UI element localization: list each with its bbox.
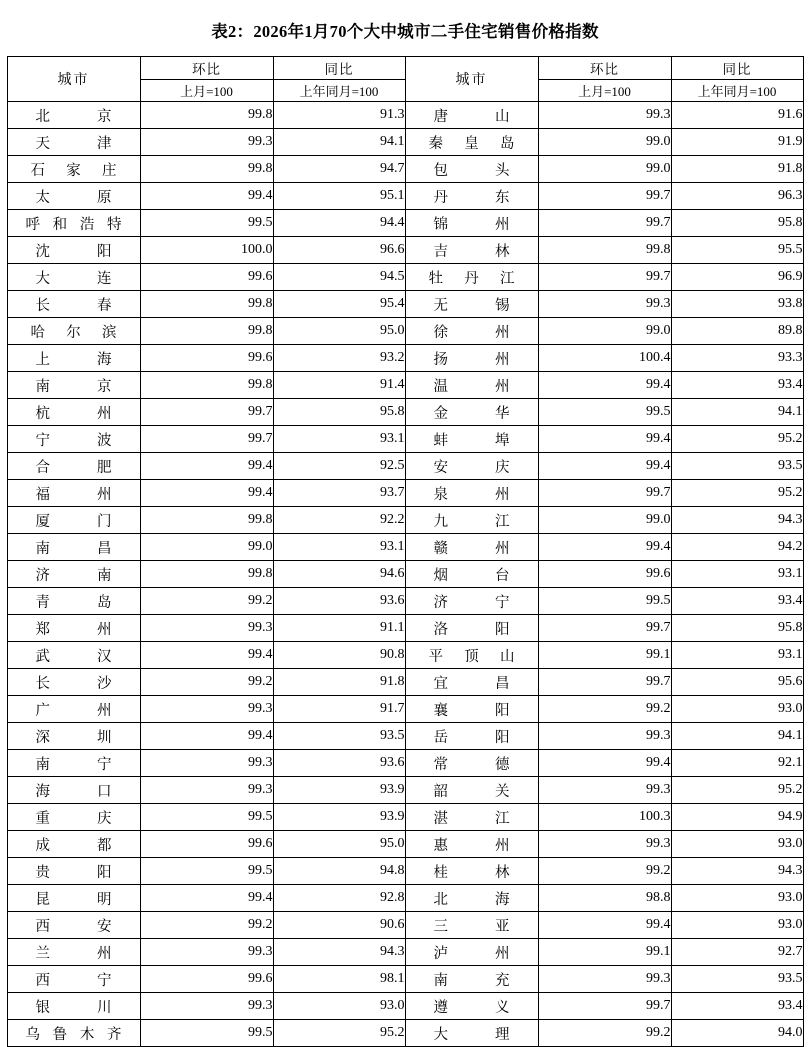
city-name: 无锡 (405, 291, 538, 318)
city-name: 呼和浩特 (7, 210, 140, 237)
mom-value: 99.4 (140, 885, 273, 912)
city-name: 广州 (7, 696, 140, 723)
mom-value: 99.7 (538, 669, 671, 696)
mom-value: 99.7 (538, 615, 671, 642)
yoy-value: 94.8 (273, 858, 405, 885)
city-name: 襄阳 (405, 696, 538, 723)
city-name: 西安 (7, 912, 140, 939)
mom-value: 99.3 (538, 966, 671, 993)
city-name: 合肥 (7, 453, 140, 480)
yoy-value: 95.0 (273, 831, 405, 858)
table-row (7, 912, 803, 939)
city-name: 泸州 (405, 939, 538, 966)
city-name: 宁波 (7, 426, 140, 453)
table-row (7, 264, 803, 291)
mom-value: 99.3 (140, 750, 273, 777)
mom-value: 99.4 (140, 183, 273, 210)
yoy-value: 91.8 (671, 156, 803, 183)
mom-value: 99.3 (140, 129, 273, 156)
table-body (7, 102, 803, 1047)
yoy-value: 92.7 (671, 939, 803, 966)
city-name: 乌鲁木齐 (7, 1020, 140, 1047)
table-row (7, 129, 803, 156)
price-index-table (7, 56, 804, 1047)
city-name: 海口 (7, 777, 140, 804)
table-row (7, 399, 803, 426)
mom-value: 99.0 (538, 129, 671, 156)
yoy-value: 93.7 (273, 480, 405, 507)
yoy-value: 95.8 (671, 615, 803, 642)
mom-value: 99.8 (140, 318, 273, 345)
table-row (7, 1020, 803, 1047)
city-name: 北海 (405, 885, 538, 912)
yoy-value: 94.9 (671, 804, 803, 831)
city-name: 南充 (405, 966, 538, 993)
city-name: 温州 (405, 372, 538, 399)
yoy-value: 95.8 (273, 399, 405, 426)
mom-value: 99.2 (538, 696, 671, 723)
city-name: 银川 (7, 993, 140, 1020)
table-row (7, 210, 803, 237)
mom-value: 99.0 (538, 318, 671, 345)
city-name: 南宁 (7, 750, 140, 777)
mom-value: 100.0 (140, 237, 273, 264)
mom-value: 99.6 (140, 966, 273, 993)
yoy-value: 93.1 (671, 642, 803, 669)
table-row (7, 993, 803, 1020)
table-row (7, 831, 803, 858)
city-name: 秦皇岛 (405, 129, 538, 156)
mom-value: 99.8 (140, 561, 273, 588)
mom-value: 99.2 (538, 858, 671, 885)
city-name: 九江 (405, 507, 538, 534)
yoy-value: 95.2 (273, 1020, 405, 1047)
city-name: 牡丹江 (405, 264, 538, 291)
yoy-value: 90.8 (273, 642, 405, 669)
mom-value: 99.5 (538, 588, 671, 615)
mom-value: 99.5 (538, 399, 671, 426)
table-row (7, 291, 803, 318)
city-name: 大连 (7, 264, 140, 291)
mom-value: 99.5 (140, 804, 273, 831)
yoy-value: 92.5 (273, 453, 405, 480)
mom-value: 99.5 (140, 858, 273, 885)
mom-value: 99.4 (538, 912, 671, 939)
yoy-value: 96.6 (273, 237, 405, 264)
header-mom-sub-left: 上月=100 (140, 80, 273, 102)
city-name: 吉林 (405, 237, 538, 264)
yoy-value: 93.0 (671, 885, 803, 912)
table-row (7, 480, 803, 507)
mom-value: 99.5 (140, 1020, 273, 1047)
city-name: 唐山 (405, 102, 538, 129)
mom-value: 99.6 (140, 831, 273, 858)
city-name: 昆明 (7, 885, 140, 912)
yoy-value: 94.1 (273, 129, 405, 156)
yoy-value: 91.6 (671, 102, 803, 129)
yoy-value: 91.3 (273, 102, 405, 129)
table-row (7, 372, 803, 399)
yoy-value: 93.0 (671, 696, 803, 723)
mom-value: 99.0 (538, 156, 671, 183)
table-header (7, 57, 803, 102)
yoy-value: 98.1 (273, 966, 405, 993)
mom-value: 99.4 (140, 723, 273, 750)
table-row (7, 858, 803, 885)
city-name: 济宁 (405, 588, 538, 615)
mom-value: 99.3 (140, 993, 273, 1020)
table-row (7, 102, 803, 129)
yoy-value: 93.1 (273, 534, 405, 561)
mom-value: 99.3 (140, 696, 273, 723)
yoy-value: 93.0 (273, 993, 405, 1020)
city-name: 遵义 (405, 993, 538, 1020)
yoy-value: 95.0 (273, 318, 405, 345)
yoy-value: 94.5 (273, 264, 405, 291)
yoy-value: 95.1 (273, 183, 405, 210)
city-name: 北京 (7, 102, 140, 129)
table-row (7, 507, 803, 534)
city-name: 惠州 (405, 831, 538, 858)
city-name: 锦州 (405, 210, 538, 237)
table-row (7, 615, 803, 642)
mom-value: 99.4 (538, 453, 671, 480)
mom-value: 99.7 (538, 993, 671, 1020)
city-name: 徐州 (405, 318, 538, 345)
header-yoy-sub-right: 上年同月=100 (671, 80, 803, 102)
mom-value: 99.7 (538, 264, 671, 291)
mom-value: 99.3 (538, 777, 671, 804)
table-row (7, 318, 803, 345)
city-name: 泉州 (405, 480, 538, 507)
city-name: 丹东 (405, 183, 538, 210)
city-name: 武汉 (7, 642, 140, 669)
yoy-value: 93.5 (671, 966, 803, 993)
mom-value: 99.4 (538, 750, 671, 777)
city-name: 湛江 (405, 804, 538, 831)
yoy-value: 91.1 (273, 615, 405, 642)
city-name: 大理 (405, 1020, 538, 1047)
city-name: 烟台 (405, 561, 538, 588)
header-mom-right: 环比 (538, 57, 671, 80)
city-name: 洛阳 (405, 615, 538, 642)
mom-value: 99.2 (140, 669, 273, 696)
city-name: 南京 (7, 372, 140, 399)
city-name: 青岛 (7, 588, 140, 615)
city-name: 南昌 (7, 534, 140, 561)
yoy-value: 93.4 (671, 372, 803, 399)
yoy-value: 93.1 (273, 426, 405, 453)
header-yoy-right: 同比 (671, 57, 803, 80)
table-row (7, 345, 803, 372)
yoy-value: 93.9 (273, 804, 405, 831)
mom-value: 99.8 (140, 507, 273, 534)
mom-value: 98.8 (538, 885, 671, 912)
city-name: 韶关 (405, 777, 538, 804)
yoy-value: 93.0 (671, 912, 803, 939)
city-name: 济南 (7, 561, 140, 588)
mom-value: 99.3 (538, 831, 671, 858)
yoy-value: 93.9 (273, 777, 405, 804)
city-name: 宜昌 (405, 669, 538, 696)
table-row (7, 183, 803, 210)
mom-value: 99.2 (538, 1020, 671, 1047)
city-name: 兰州 (7, 939, 140, 966)
city-name: 包头 (405, 156, 538, 183)
city-name: 常德 (405, 750, 538, 777)
yoy-value: 94.1 (671, 399, 803, 426)
mom-value: 99.8 (140, 156, 273, 183)
yoy-value: 94.6 (273, 561, 405, 588)
yoy-value: 89.8 (671, 318, 803, 345)
city-name: 深圳 (7, 723, 140, 750)
city-name: 长春 (7, 291, 140, 318)
table-row (7, 534, 803, 561)
yoy-value: 92.1 (671, 750, 803, 777)
mom-value: 99.4 (140, 642, 273, 669)
yoy-value: 95.4 (273, 291, 405, 318)
mom-value: 99.4 (538, 426, 671, 453)
city-name: 石家庄 (7, 156, 140, 183)
table-row (7, 426, 803, 453)
yoy-value: 91.4 (273, 372, 405, 399)
yoy-value: 93.6 (273, 750, 405, 777)
yoy-value: 94.0 (671, 1020, 803, 1047)
yoy-value: 95.8 (671, 210, 803, 237)
yoy-value: 94.3 (273, 939, 405, 966)
mom-value: 100.3 (538, 804, 671, 831)
yoy-value: 95.6 (671, 669, 803, 696)
mom-value: 99.2 (140, 912, 273, 939)
mom-value: 99.5 (140, 210, 273, 237)
header-mom-sub-right: 上月=100 (538, 80, 671, 102)
mom-value: 99.3 (140, 777, 273, 804)
mom-value: 99.0 (538, 507, 671, 534)
table-row (7, 885, 803, 912)
mom-value: 99.4 (140, 480, 273, 507)
city-name: 上海 (7, 345, 140, 372)
mom-value: 99.7 (140, 426, 273, 453)
yoy-value: 93.0 (671, 831, 803, 858)
city-name: 安庆 (405, 453, 538, 480)
city-name: 贵阳 (7, 858, 140, 885)
city-name: 赣州 (405, 534, 538, 561)
yoy-value: 93.1 (671, 561, 803, 588)
mom-value: 99.1 (538, 939, 671, 966)
table-row (7, 588, 803, 615)
mom-value: 99.8 (140, 102, 273, 129)
mom-value: 99.4 (140, 453, 273, 480)
mom-value: 99.4 (538, 534, 671, 561)
yoy-value: 95.2 (671, 777, 803, 804)
yoy-value: 92.2 (273, 507, 405, 534)
table-row (7, 669, 803, 696)
city-name: 平顶山 (405, 642, 538, 669)
mom-value: 99.1 (538, 642, 671, 669)
yoy-value: 93.3 (671, 345, 803, 372)
yoy-value: 93.2 (273, 345, 405, 372)
city-name: 三亚 (405, 912, 538, 939)
yoy-value: 91.7 (273, 696, 405, 723)
yoy-value: 93.6 (273, 588, 405, 615)
mom-value: 99.4 (538, 372, 671, 399)
yoy-value: 95.2 (671, 480, 803, 507)
city-name: 长沙 (7, 669, 140, 696)
city-name: 哈尔滨 (7, 318, 140, 345)
mom-value: 99.0 (140, 534, 273, 561)
yoy-value: 94.3 (671, 858, 803, 885)
city-name: 重庆 (7, 804, 140, 831)
header-yoy-sub-left: 上年同月=100 (273, 80, 405, 102)
yoy-value: 91.8 (273, 669, 405, 696)
mom-value: 99.7 (538, 210, 671, 237)
mom-value: 99.7 (140, 399, 273, 426)
table-row (7, 723, 803, 750)
yoy-value: 90.6 (273, 912, 405, 939)
city-name: 杭州 (7, 399, 140, 426)
mom-value: 99.3 (140, 615, 273, 642)
yoy-value: 94.2 (671, 534, 803, 561)
mom-value: 99.2 (140, 588, 273, 615)
yoy-value: 91.9 (671, 129, 803, 156)
table-row (7, 804, 803, 831)
table-row (7, 750, 803, 777)
header-city-left: 城市 (7, 57, 140, 102)
city-name: 桂林 (405, 858, 538, 885)
table-row (7, 642, 803, 669)
yoy-value: 93.8 (671, 291, 803, 318)
mom-value: 100.4 (538, 345, 671, 372)
yoy-value: 93.4 (671, 993, 803, 1020)
yoy-value: 94.7 (273, 156, 405, 183)
yoy-value: 94.3 (671, 507, 803, 534)
page-title: 表2：2026年1月70个大中城市二手住宅销售价格指数 (211, 22, 599, 41)
city-name: 天津 (7, 129, 140, 156)
mom-value: 99.7 (538, 183, 671, 210)
mom-value: 99.6 (140, 345, 273, 372)
table-row (7, 237, 803, 264)
city-name: 西宁 (7, 966, 140, 993)
header-mom-left: 环比 (140, 57, 273, 80)
table-row (7, 939, 803, 966)
city-name: 成都 (7, 831, 140, 858)
mom-value: 99.3 (538, 102, 671, 129)
city-name: 厦门 (7, 507, 140, 534)
mom-value: 99.8 (538, 237, 671, 264)
city-name: 金华 (405, 399, 538, 426)
mom-value: 99.6 (140, 264, 273, 291)
yoy-value: 95.5 (671, 237, 803, 264)
mom-value: 99.3 (140, 939, 273, 966)
city-name: 太原 (7, 183, 140, 210)
mom-value: 99.6 (538, 561, 671, 588)
city-name: 郑州 (7, 615, 140, 642)
yoy-value: 93.4 (671, 588, 803, 615)
yoy-value: 93.5 (273, 723, 405, 750)
mom-value: 99.3 (538, 723, 671, 750)
mom-value: 99.8 (140, 372, 273, 399)
mom-value: 99.7 (538, 480, 671, 507)
yoy-value: 94.4 (273, 210, 405, 237)
yoy-value: 95.2 (671, 426, 803, 453)
mom-value: 99.3 (538, 291, 671, 318)
yoy-value: 92.8 (273, 885, 405, 912)
header-city-right: 城市 (405, 57, 538, 102)
city-name: 沈阳 (7, 237, 140, 264)
header-yoy-left: 同比 (273, 57, 405, 80)
city-name: 蚌埠 (405, 426, 538, 453)
city-name: 扬州 (405, 345, 538, 372)
table-row (7, 453, 803, 480)
table-row (7, 561, 803, 588)
yoy-value: 96.9 (671, 264, 803, 291)
table-row (7, 156, 803, 183)
city-name: 岳阳 (405, 723, 538, 750)
yoy-value: 96.3 (671, 183, 803, 210)
table-row (7, 777, 803, 804)
table-row (7, 696, 803, 723)
mom-value: 99.8 (140, 291, 273, 318)
city-name: 福州 (7, 480, 140, 507)
yoy-value: 94.1 (671, 723, 803, 750)
yoy-value: 93.5 (671, 453, 803, 480)
